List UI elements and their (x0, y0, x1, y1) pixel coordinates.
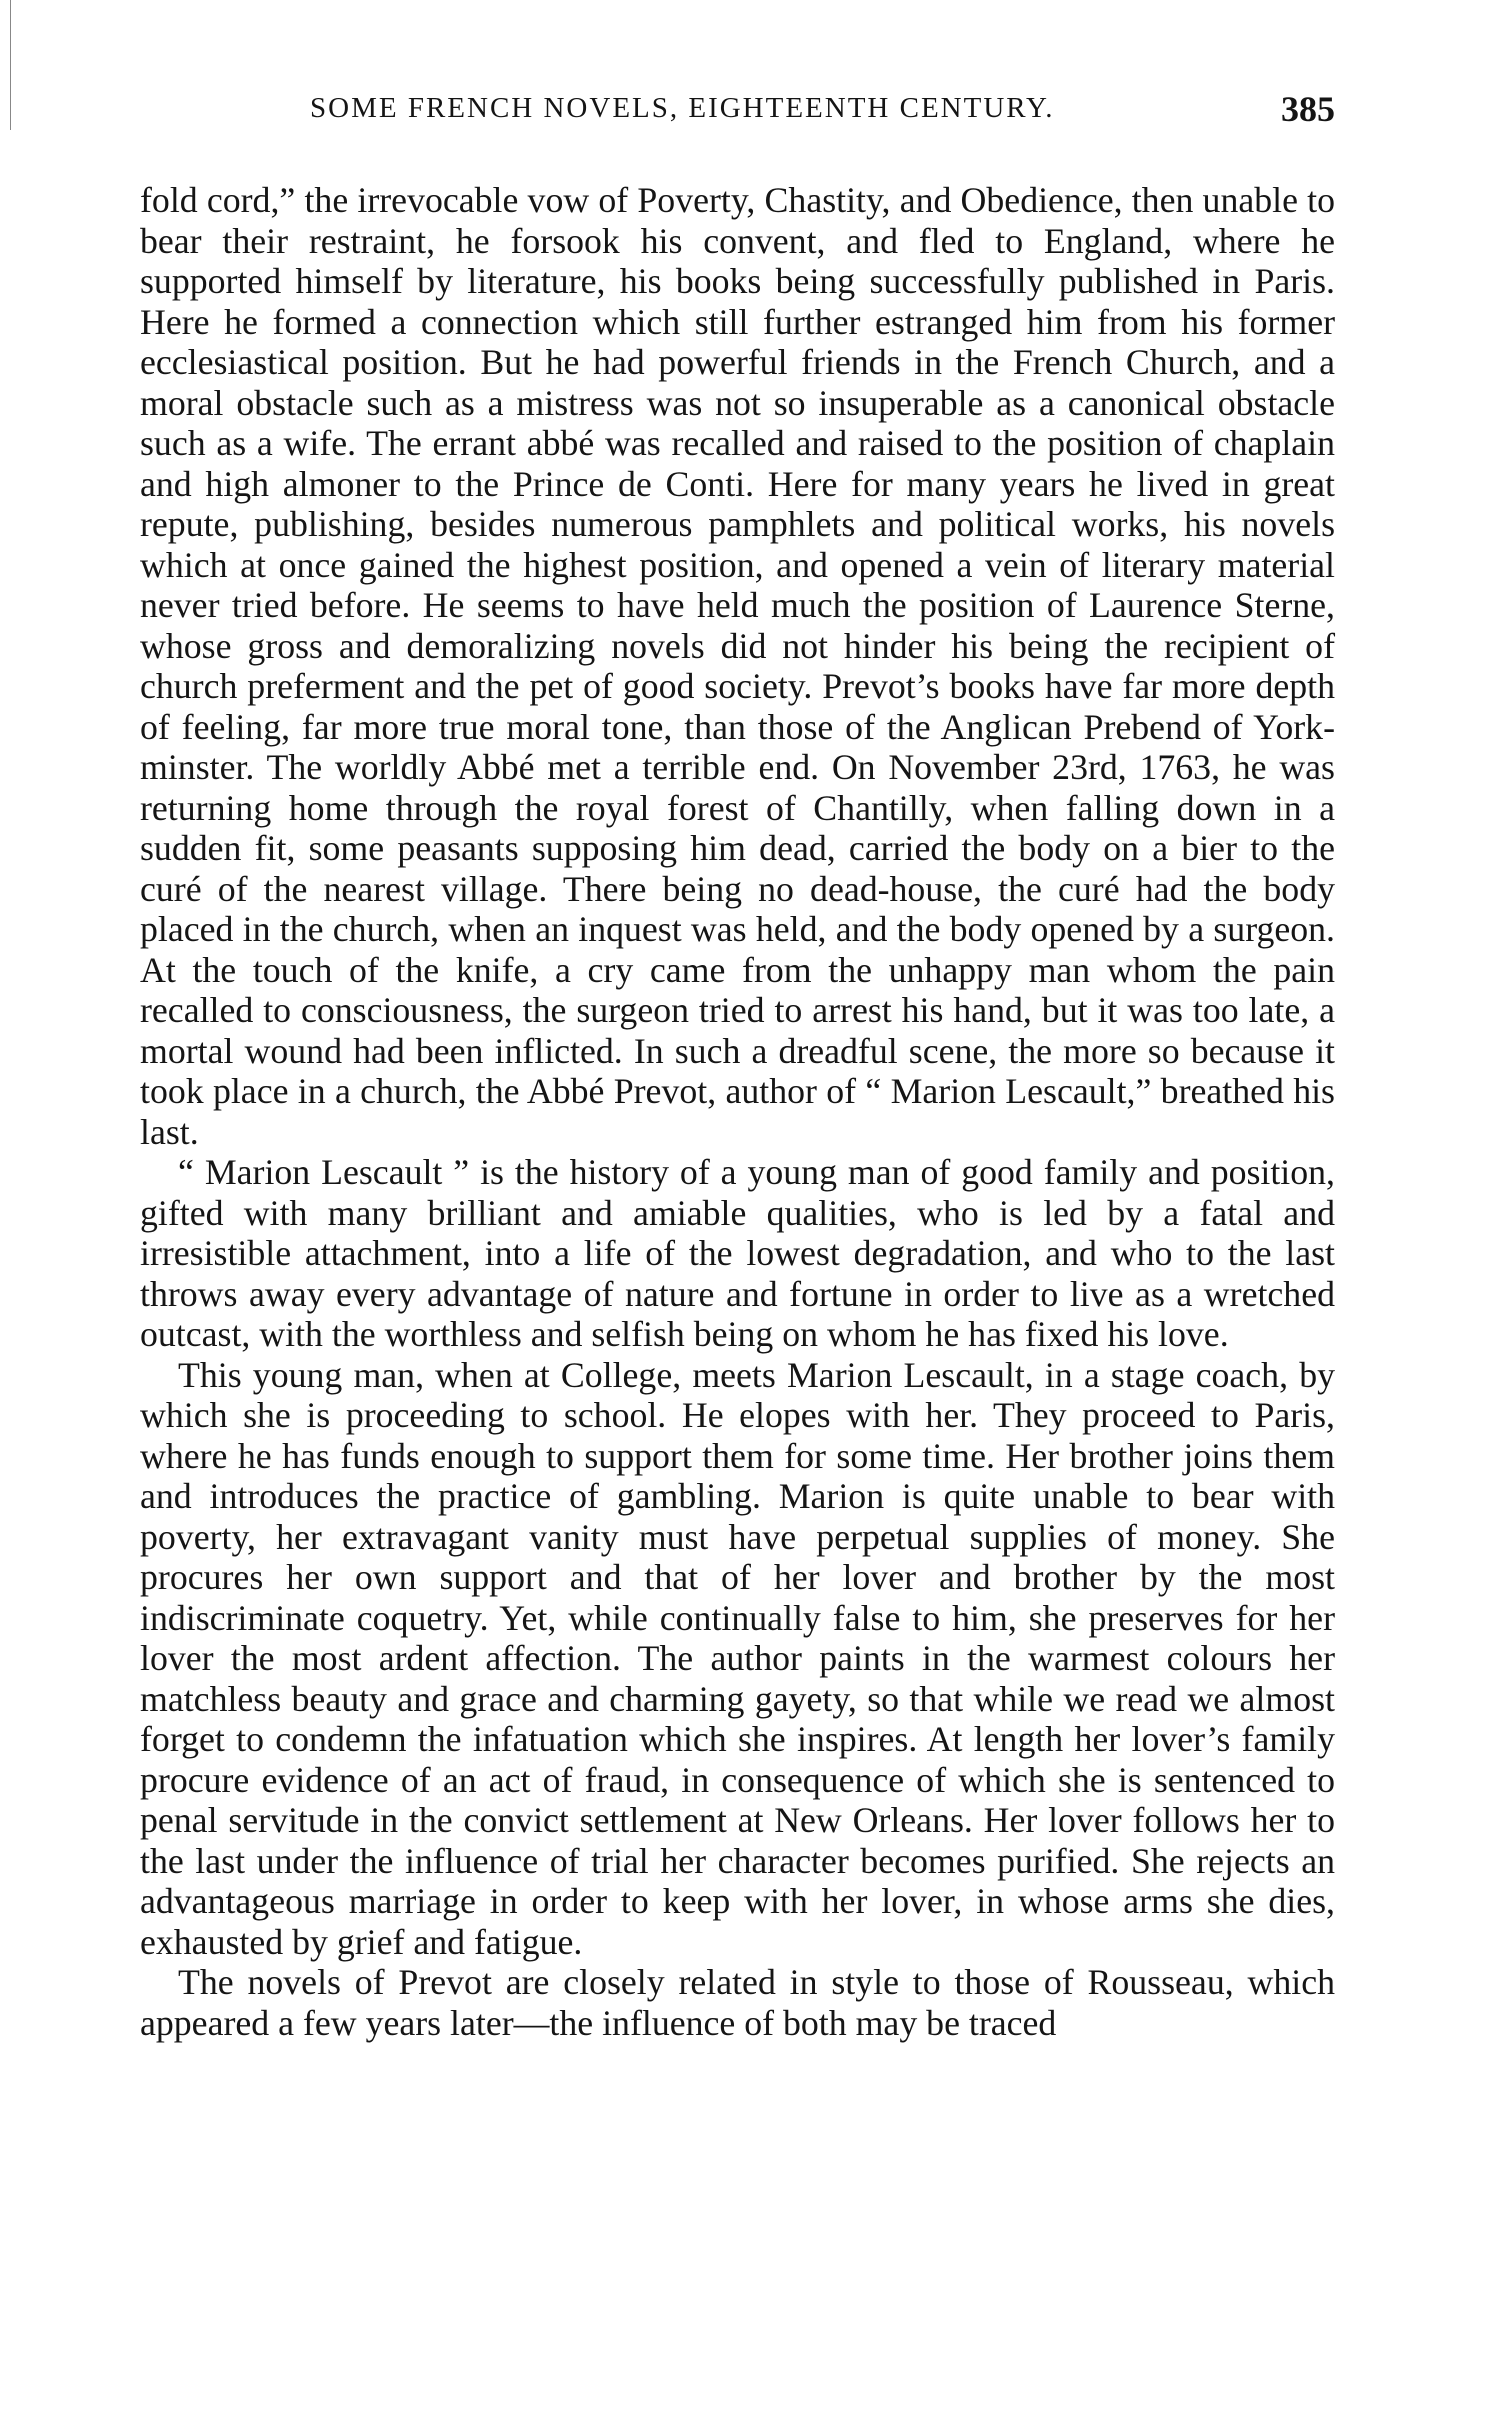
running-title: SOME FRENCH NOVELS, EIGHTEENTH CENTURY. (310, 92, 1055, 124)
body-text (140, 180, 1335, 2043)
paragraph-3: This young man, when at College, meets Marion Lescault, in a stage coach, by which she is proceeding to school. He elopes with her. They proceed to Paris, where he has funds enough to support them for some time. Her brother joins them and introduces the practice of gambling. Marion is quite unable to bear with poverty, her extravagant vanity must have perpetual supplies of money. She procures her own support and that of her lover and brother by the most indiscriminate coquetry. Yet, while continually false to him, she preserves for her lover the most ardent affection. The author paints in the warmest colours her matchless beauty and grace and charming gayety, so that while we read we almost forget to condemn the infatuation which she inspires. At length her lover’s family procure evidence of an act of fraud, in consequence of which she is sentenced to penal servitude in the convict settlement at New Orleans. Her lover follows her to the last under the influence of trial her character becomes purified. She rejects an advantageous marriage in order to keep with her lover, in whose arms she dies, exhausted by grief and fatigue. (140, 1354, 1335, 1962)
paragraph-4: The novels of Prevot are closely related in style to those of Rousseau, which appeared a few years later—the influence of both may be traced (140, 1962, 1335, 2043)
running-head (140, 89, 1335, 140)
paragraph-2: “ Marion Lescault ” is the history of a young man of good family and position, gifted with many brilliant and amiable qualities, who is led by a fatal and irresistible attachment, into a life of the lowest degradation, and who to the last throws away every advantage of nature and fortune in order to live as a wretched outcast, with the worthless and selfish being on whom he has fixed his love. (140, 1152, 1335, 1354)
page-edge-line (10, 0, 11, 130)
paragraph-1: fold cord,” the irrevocable vow of Poverty, Chastity, and Obedience, then unable to bear their restraint, he forsook his convent, and fled to England, where he supported himself by literature, his books being successfully published in Paris. Here he formed a connection which still further estranged him from his former ecclesiastical position. But he had powerful friends in the French Church, and a moral obstacle such as a mistress was not so insuperable as a canonical obstacle such as a wife. The errant abbé was recalled and raised to the position of chaplain and high almoner to the Prince de Conti. Here for many years he lived in great repute, publishing, besides numerous pamphlets and political works, his novels which at once gained the highest position, and opened a vein of literary material never tried before. He seems to have held much the position of Laurence Sterne, whose gross and demoralizing novels did not hinder his being the recipient of church preferment and the pet of good society. Prevot’s books have far more depth of feeling, far more true moral tone, than those of the Anglican Prebend of York-minster. The worldly Abbé met a terrible end. On November 23rd, 1763, he was returning home through the royal forest of Chantilly, when falling down in a sudden fit, some peasants supposing him dead, carried the body on a bier to the curé of the nearest village. There being no dead-house, the curé had the body placed in the church, when an inquest was held, and the body opened by a surgeon. At the touch of the knife, a cry came from the unhappy man whom the pain recalled to consciousness, the surgeon tried to arrest his hand, but it was too late, a mortal wound had been inflicted. In such a dreadful scene, the more so because it took place in a church, the Abbé Prevot, author of “ Marion Lescault,” breathed his last. (140, 180, 1335, 1152)
page-number: 385 (1281, 89, 1335, 129)
